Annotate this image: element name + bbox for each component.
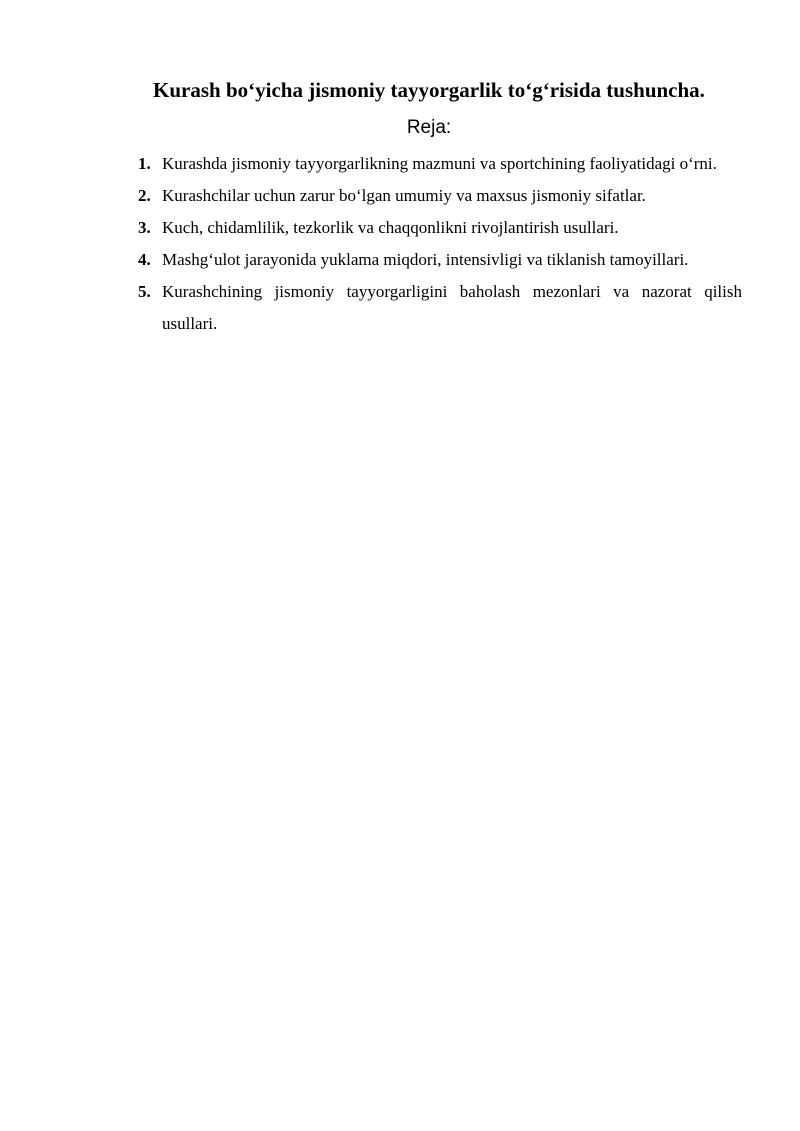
plan-heading: Reja:: [406, 117, 452, 138]
list-item-number: 1.: [138, 154, 151, 173]
plan-list: [138, 148, 742, 340]
list-item-text: Kurashchilar uchun zarur bo‘lgan umumiy va maxsus jismoniy sifatlar.: [162, 186, 646, 205]
list-item: [138, 244, 742, 276]
list-item: [138, 212, 742, 244]
list-item-number: 4.: [138, 250, 151, 269]
list-item-number: 2.: [138, 186, 151, 205]
list-item: [138, 180, 742, 212]
list-item-number: 5.: [138, 282, 151, 301]
list-item: [138, 148, 742, 180]
page-title: Kurash bo‘yicha jismoniy tayyorgarlik to‘g‘risida tushuncha.: [153, 78, 705, 102]
list-item-number: 3.: [138, 218, 151, 237]
list-item-text: Kuch, chidamlilik, tezkorlik va chaqqonlikni rivojlantirish usullari.: [162, 218, 619, 237]
list-item: [138, 276, 742, 340]
list-item-text: Kurashchining jismoniy tayyorgarligini baholash mezonlari va nazorat qilish usullari.: [162, 282, 742, 333]
list-item-text: Kurashda jismoniy tayyorgarlikning mazmuni va sportchining faoliyatidagi o‘rni.: [162, 154, 717, 173]
list-item-text: Mashg‘ulot jarayonida yuklama miqdori, intensivligi va tiklanish tamoyillari.: [162, 250, 689, 269]
